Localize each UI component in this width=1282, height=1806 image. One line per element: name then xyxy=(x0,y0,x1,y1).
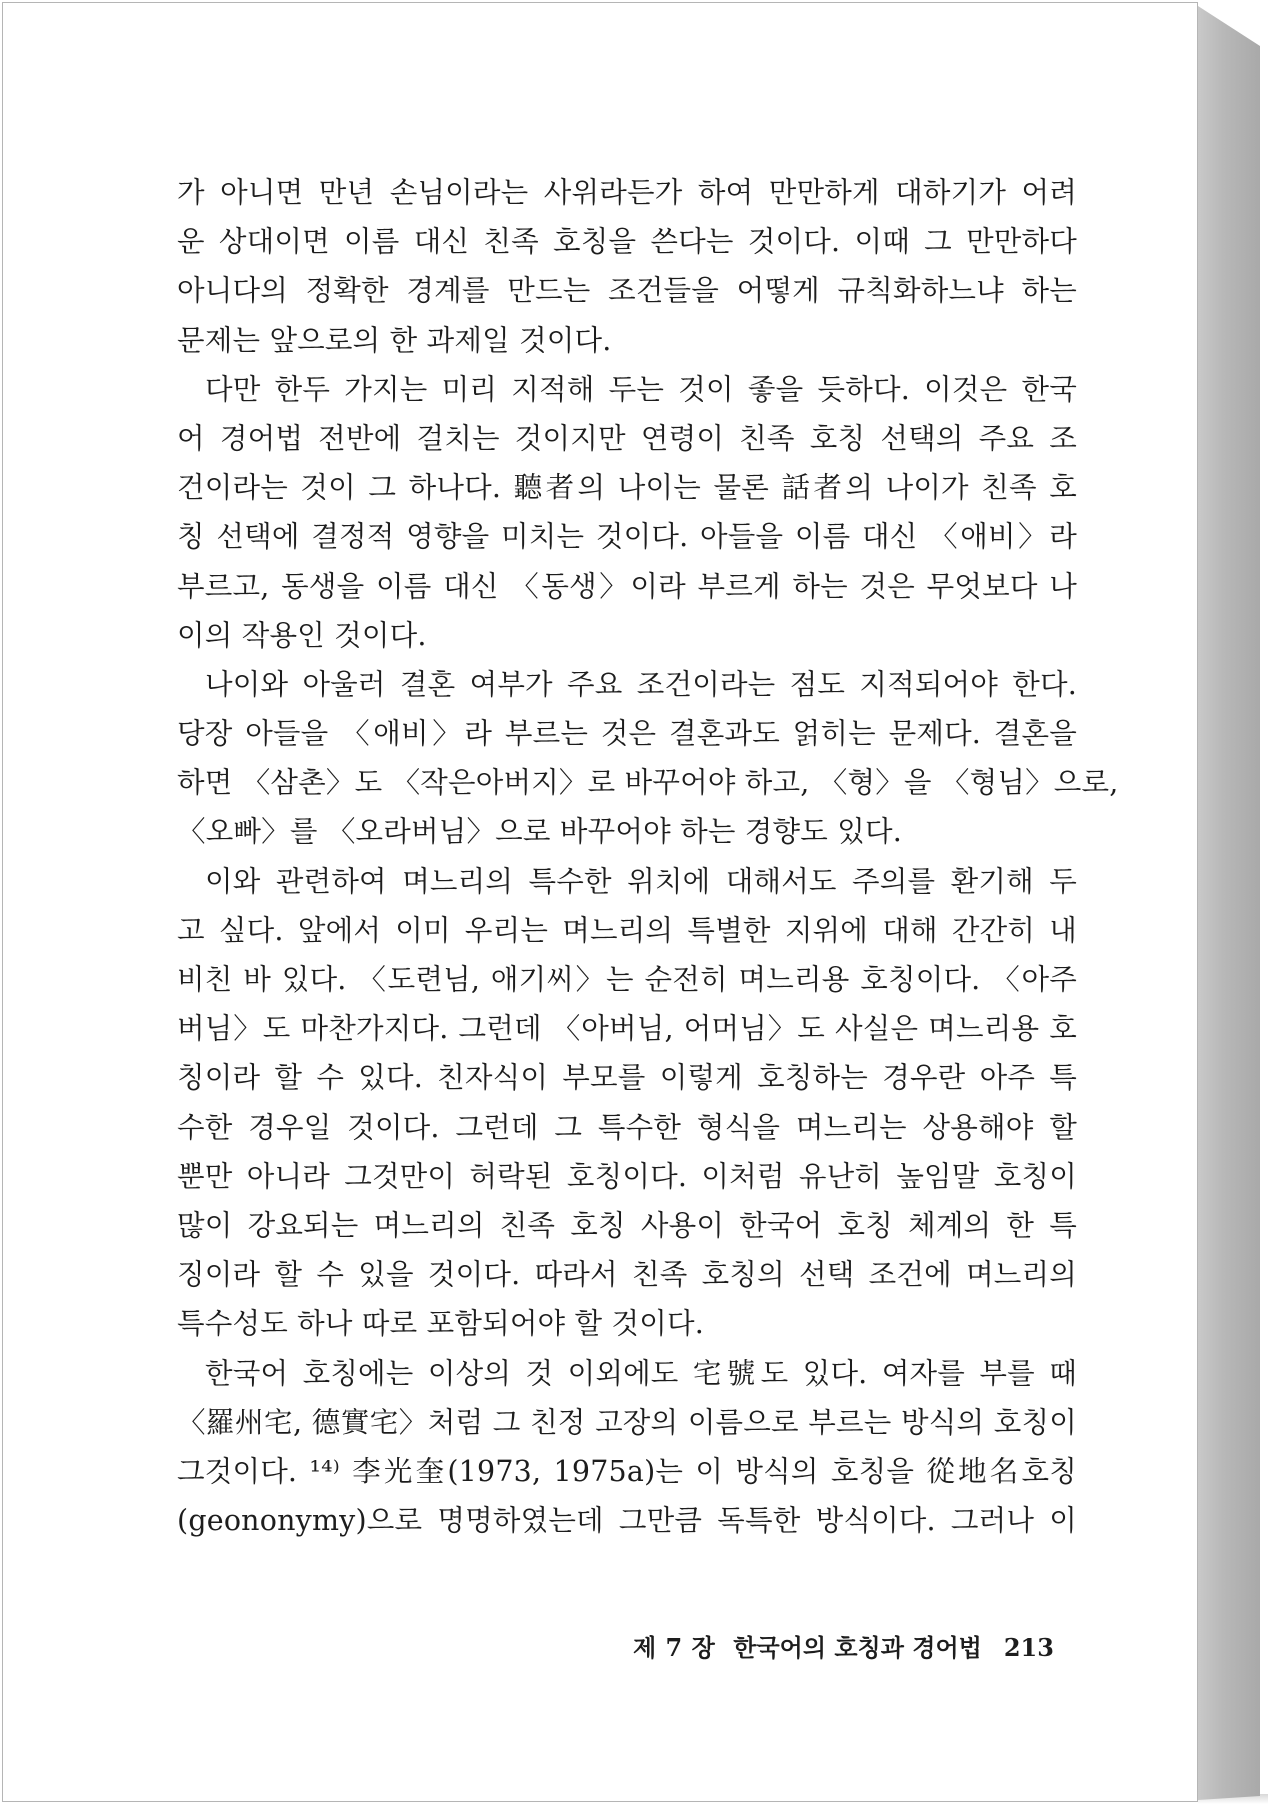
text-line: 나이와 아울러 결혼 여부가 주요 조건이라는 점도 지적되어야 한다. xyxy=(205,667,1077,701)
text-line: 〈오빠〉를 〈오라버님〉으로 바꾸어야 하는 경향도 있다. xyxy=(177,815,902,849)
text-line: 특수성도 하나 따로 포함되어야 할 것이다. xyxy=(177,1307,704,1341)
page-number: 213 xyxy=(1003,1633,1054,1662)
text-line: 칭 선택에 결정적 영향을 미치는 것이다. 아들을 이름 대신 〈애비〉라 xyxy=(177,520,1077,554)
chapter-label: 제 7 장 xyxy=(633,1633,716,1662)
text-line: 아니다의 정확한 경계를 만드는 조건들을 어떻게 규칙화하느냐 하는 xyxy=(177,274,1077,308)
book-page xyxy=(2,2,1198,1802)
text-line: 버님〉도 마찬가지다. 그런데 〈아버님, 어머님〉도 사실은 며느리용 호 xyxy=(177,1012,1077,1046)
chapter-title: 한국어의 호칭과 경어법 xyxy=(733,1633,982,1662)
text-line: 그것이다. ¹⁴⁾ 李光奎(1973, 1975a)는 이 방식의 호칭을 從地名호칭 xyxy=(177,1454,1077,1488)
text-line: 부르고, 동생을 이름 대신 〈동생〉이라 부르게 하는 것은 무엇보다 나 xyxy=(177,569,1077,603)
running-footer xyxy=(633,1628,1054,1663)
page-stack-edge xyxy=(1198,6,1260,1800)
text-line: 어 경어법 전반에 걸치는 것이지만 연령이 친족 호칭 선택의 주요 조 xyxy=(177,421,1077,455)
text-line: 칭이라 할 수 있다. 친자식이 부모를 이렇게 호칭하는 경우란 아주 특 xyxy=(177,1061,1077,1095)
text-line: 당장 아들을 〈애비〉라 부르는 것은 결혼과도 얽히는 문제다. 결혼을 xyxy=(177,717,1077,751)
text-line: 이의 작용인 것이다. xyxy=(177,618,427,652)
text-line: 고 싶다. 앞에서 이미 우리는 며느리의 특별한 지위에 대해 간간히 내 xyxy=(177,913,1077,947)
text-line: 뿐만 아니라 그것만이 허락된 호칭이다. 이처럼 유난히 높임말 호칭이 xyxy=(177,1159,1077,1193)
text-line: 비친 바 있다. 〈도련님, 애기씨〉는 순전히 며느리용 호칭이다. 〈아주 xyxy=(177,963,1077,996)
text-line: 한국어 호칭에는 이상의 것 이외에도 宅號도 있다. 여자를 부를 때 xyxy=(205,1356,1077,1390)
text-line: 이와 관련하여 며느리의 특수한 위치에 대해서도 주의를 환기해 두 xyxy=(205,864,1077,898)
text-line: 가 아니면 만년 손님이라는 사위라든가 하여 만만하게 대하기가 어려 xyxy=(177,176,1077,209)
text-line: 수한 경우일 것이다. 그런데 그 특수한 형식을 며느리는 상용해야 할 xyxy=(177,1110,1077,1144)
text-line: 많이 강요되는 며느리의 친족 호칭 사용이 한국어 호칭 체계의 한 특 xyxy=(177,1208,1077,1242)
text-line: 건이라는 것이 그 하나다. 聽者의 나이는 물론 話者의 나이가 친족 호 xyxy=(177,471,1077,505)
body-text xyxy=(177,168,1119,1545)
text-line: (geononymy)으로 명명하였는데 그만큼 독특한 방식이다. 그러나 이 xyxy=(177,1504,1077,1538)
text-line: 문제는 앞으로의 한 과제일 것이다. xyxy=(177,323,612,357)
text-line: 하면 〈삼촌〉도 〈작은아버지〉로 바꾸어야 하고, 〈형〉을 〈형님〉으로, xyxy=(177,766,1119,800)
text-line: 운 상대이면 이름 대신 친족 호칭을 쓴다는 것이다. 이때 그 만만하다 xyxy=(177,225,1077,259)
text-line: 다만 한두 가지는 미리 지적해 두는 것이 좋을 듯하다. 이것은 한국 xyxy=(205,372,1077,406)
text-line: 〈羅州宅, 德實宅〉처럼 그 친정 고장의 이름으로 부르는 방식의 호칭이 xyxy=(177,1405,1077,1439)
text-line: 징이라 할 수 있을 것이다. 따라서 친족 호칭의 선택 조건에 며느리의 xyxy=(177,1258,1077,1292)
